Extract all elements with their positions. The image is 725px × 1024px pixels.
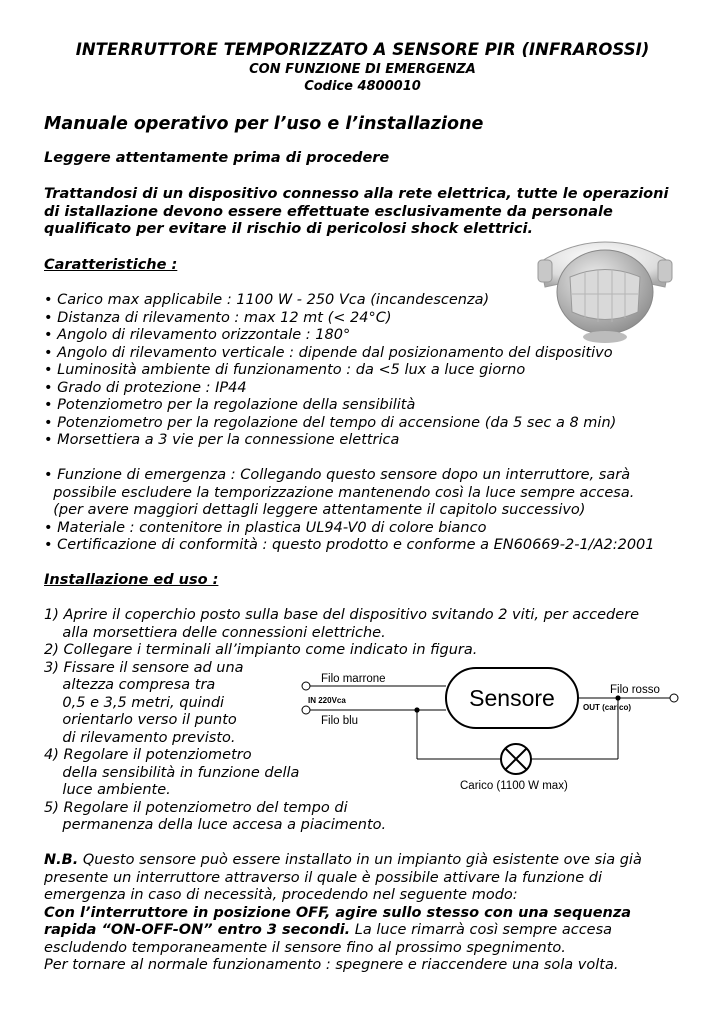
feature-item: • Grado di protezione : IP44 <box>44 379 247 396</box>
install-step: permanenza della luce accesa a piacimento. <box>44 817 387 833</box>
nb-text: La luce rimarrà così sempre accesa <box>350 922 613 938</box>
install-step: di rilevamento previsto. <box>44 729 236 746</box>
install-step: 0,5 e 3,5 metri, quindi <box>44 694 225 711</box>
install-step: luce ambiente. <box>44 782 171 798</box>
nb-line-6: escludendo temporaneamente il sensore fino al prossimo spegnimento. <box>44 939 566 956</box>
nb-bold-line-1: Con l’interruttore in posizione OFF, agire sullo stesso con una sequenza <box>44 904 632 921</box>
install-step: 2) Collegare i terminali all’impianto come indicato in figura. <box>44 642 478 658</box>
warning-line-1: Trattandosi di un dispositivo connesso alla rete elettrica, tutte le operazioni <box>44 186 669 202</box>
install-step: 1) Aprire il coperchio posto sulla base del dispositivo svitando 2 viti, per accedere <box>44 607 640 623</box>
nb-prefix: N.B. <box>44 852 79 868</box>
label-sensore: Sensore <box>469 685 555 711</box>
install-step: 3) Fissare il sensore ad una <box>44 659 244 676</box>
install-step: alla morsettiera delle connessioni elettriche. <box>44 624 386 641</box>
feature-item: • Certificazione di conformità : questo prodotto e conforme a EN60669-2-1/A2:2001 <box>44 537 655 553</box>
feature-item: • Carico max applicabile : 1100 W - 250 Vca (incandescenza) <box>44 292 490 308</box>
document-subtitle: CON FUNZIONE DI EMERGENZA <box>249 62 476 77</box>
document-title: INTERRUTTORE TEMPORIZZATO A SENSORE PIR (INFRAROSSI) <box>75 40 650 59</box>
feature-item: • Angolo di rilevamento verticale : dipende dal posizionamento del dispositivo <box>44 344 613 361</box>
manual-title: Manuale operativo per l’uso e l’installazione <box>44 114 484 134</box>
features-heading: Caratteristiche : <box>44 257 178 273</box>
feature-item-cont: (per avere maggiori dettagli leggere attentamente il capitolo successivo) <box>44 502 586 518</box>
install-step: altezza compresa tra <box>44 677 216 693</box>
pir-sensor-image <box>530 222 680 344</box>
wiring-diagram <box>300 662 690 807</box>
product-code: Codice 4800010 <box>304 79 421 94</box>
label-filo-rosso: Filo rosso <box>610 684 660 696</box>
feature-item: • Potenziometro per la regolazione della sensibilità <box>44 397 416 413</box>
feature-item: • Morsettiera a 3 vie per la connessione elettrica <box>44 432 400 448</box>
warning-line-2: di istallazione devono essere effettuate esclusivamente da personale <box>44 203 613 220</box>
feature-item-cont: possibile escludere la temporizzazione mantenendo così la luce sempre accesa. <box>44 484 635 501</box>
install-step: orientarlo verso il punto <box>44 712 237 728</box>
label-out-carico: OUT (carico) <box>583 703 632 712</box>
feature-item: • Potenziometro per la regolazione del tempo di accensione (da 5 sec a 8 min) <box>44 414 617 431</box>
label-carico: Carico (1100 W max) <box>460 780 568 792</box>
nb-line-2: presente un interruttore attraverso il quale è possibile attivare la funzione di <box>44 869 602 886</box>
nb-text: Questo sensore può essere installato in un impianto già esistente ove sia già <box>78 852 642 868</box>
feature-item: • Funzione di emergenza : Collegando questo sensore dopo un interruttore, sarà <box>44 467 631 483</box>
nb-line-3: emergenza in caso di necessità, procedendo nel seguente modo: <box>44 887 518 903</box>
read-first-note: Leggere attentamente prima di procedere <box>44 150 390 166</box>
install-step: 5) Regolare il potenziometro del tempo di <box>44 799 348 816</box>
nb-line-7: Per tornare al normale funzionamento : spegnere e riaccendere una sola volta. <box>44 957 619 973</box>
feature-item: • Distanza di rilevamento : max 12 mt (< 24°C) <box>44 309 392 326</box>
label-filo-blu: Filo blu <box>321 715 359 727</box>
feature-item: • Luminosità ambiente di funzionamento : da <5 lux a luce giorno <box>44 362 526 378</box>
label-filo-marrone: Filo marrone <box>321 673 386 685</box>
warning-line-3: qualificato per evitare il rischio di pericolosi shock elettrici. <box>44 221 533 237</box>
feature-item: • Angolo di rilevamento orizzontale : 180° <box>44 327 351 343</box>
nb-bold-line-2: rapida “ON-OFF-ON” entro 3 secondi. <box>44 922 351 938</box>
nb-line-1 <box>44 852 642 870</box>
nb-line-5 <box>44 922 612 940</box>
install-step: 4) Regolare il potenziometro <box>44 747 252 763</box>
install-step: della sensibilità in funzione della <box>44 764 300 781</box>
feature-item: • Materiale : contenitore in plastica UL94-V0 di colore bianco <box>44 519 487 536</box>
label-in-220vca: IN 220Vca <box>308 696 346 705</box>
install-heading: Installazione ed uso : <box>44 572 219 588</box>
